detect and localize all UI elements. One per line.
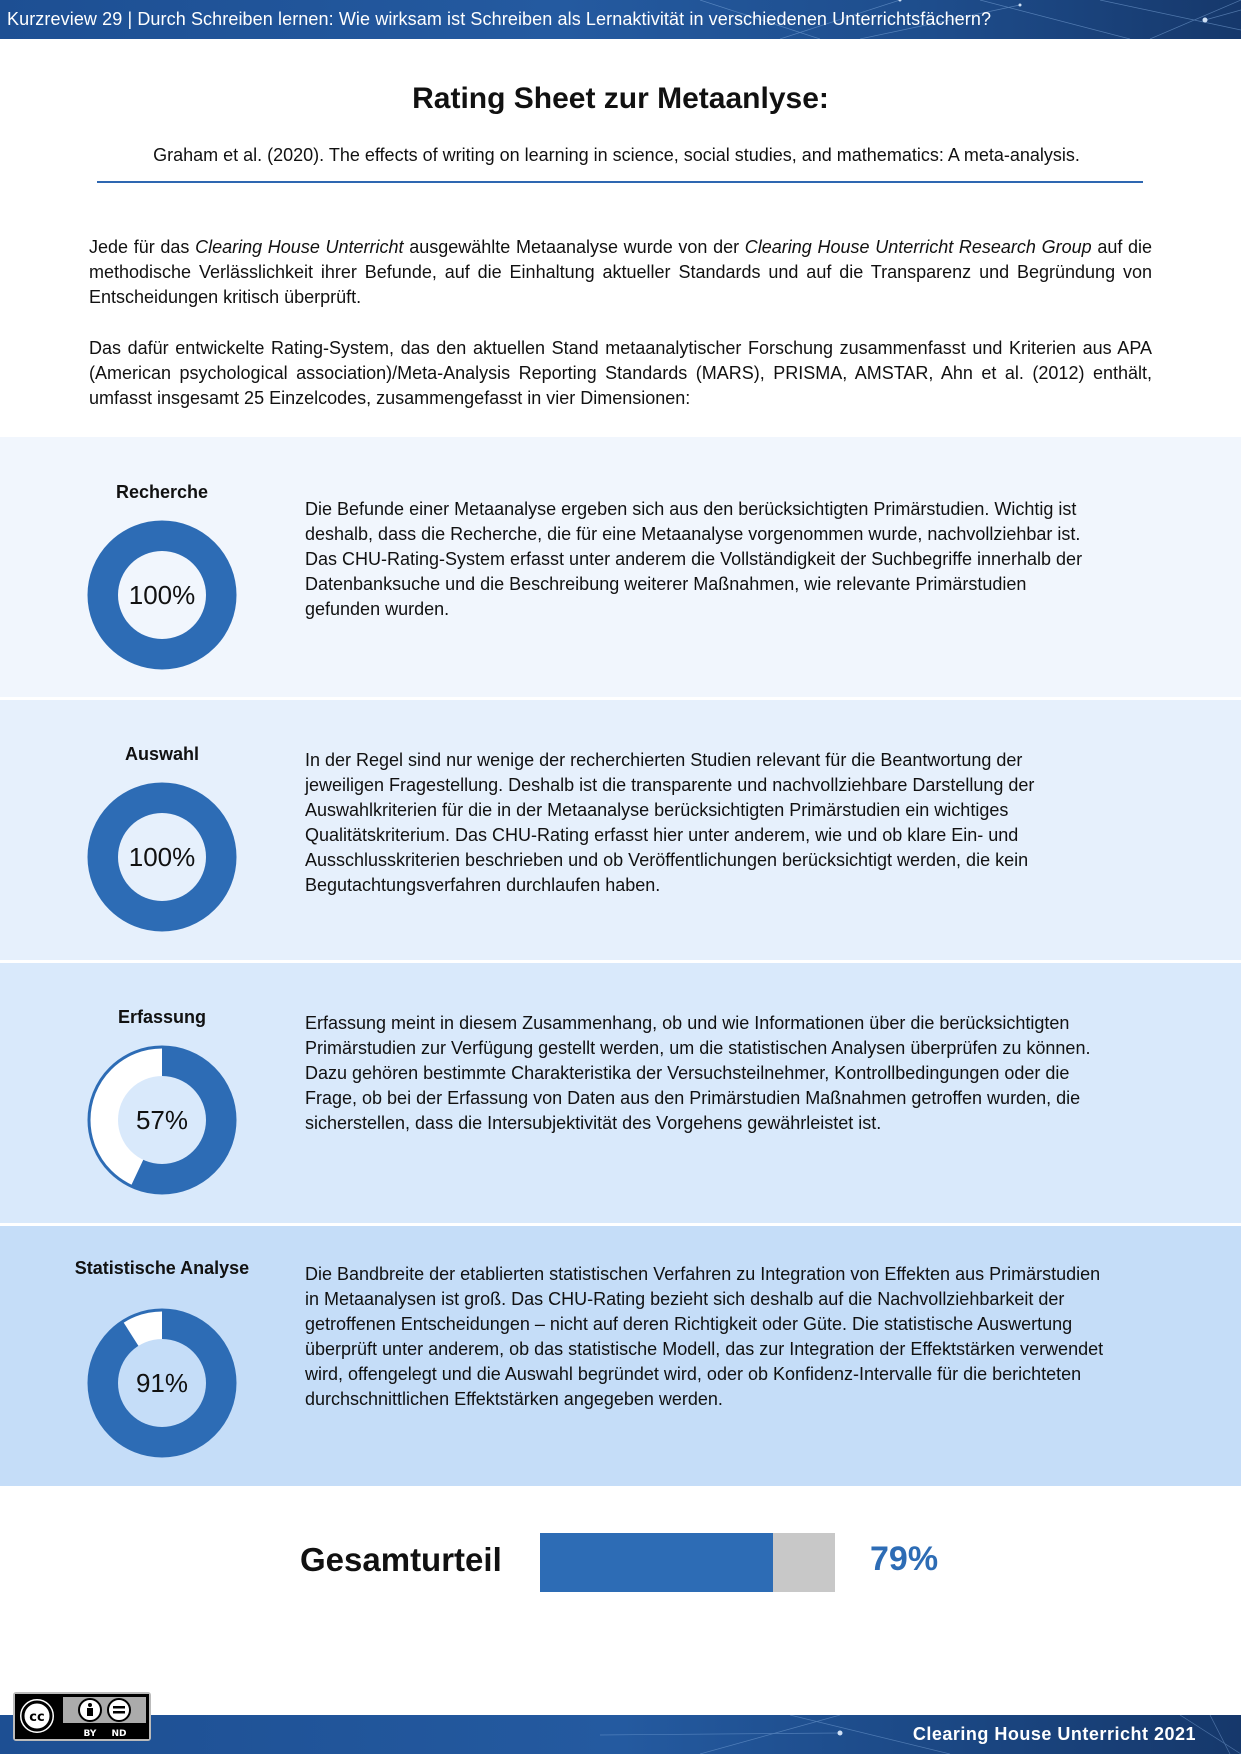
dimension-band-recherche bbox=[0, 437, 1241, 697]
donut-value-label: 91% bbox=[135, 1368, 189, 1398]
overall-label: Gesamturteil bbox=[300, 1541, 502, 1578]
dimension-label: Auswahl bbox=[124, 744, 199, 764]
dimension-label: Recherche bbox=[115, 482, 209, 502]
donut-chart-statistische-analyse bbox=[86, 1307, 238, 1459]
dimension-band-erfassung bbox=[0, 963, 1241, 1223]
overall-value: 79% bbox=[870, 1540, 939, 1578]
footer-bar bbox=[0, 1715, 1241, 1754]
donut-chart-recherche bbox=[86, 519, 238, 671]
page-title: Rating Sheet zur Metaanlyse: bbox=[412, 82, 829, 115]
cc-by-nd-license-icon bbox=[13, 1692, 151, 1741]
overall-progress-fill bbox=[540, 1533, 773, 1592]
dimension-description: Die Befunde einer Metaanalyse ergeben sich aus den berücksichtigten Primärstudien. Wichtig ist deshalb, dass die Recherche, die für eine Metaanalyse vorgenommen wurde, nachvollziehbar ist. Das CHU-Rating-System erfasst unter anderem die Vollständigkeit der Suchbegriffe innerhalb der Datenbanksuche und die Beschreibung weiterer Maßnahmen, wie relevante Primärstudien gefunden wurden. bbox=[305, 499, 1083, 619]
donut-chart-auswahl bbox=[86, 781, 238, 933]
dimension-description: Erfassung meint in diesem Zusammenhang, ob und wie Informationen über die berücksichtigten Primärstudien zur Verfügung gestellt werden, um die statistischen Analysen überprüfen zu können. Dazu gehören bestimmte Charakteristika der Versuchsteilnehmer, Kontrollbedingungen oder die Frage, ob bei der Erfassung von Daten aus den Primärstudien Maßnahmen getroffen wurden, die sicherstellen, dass die Intersubjektivität des Vorgehens gewährleistet ist. bbox=[305, 1013, 1091, 1133]
donut-value-label: 57% bbox=[135, 1105, 189, 1135]
intro-paragraph-1: Jede für das Clearing House Unterricht ausgewählte Metaanalyse wurde von der Clearing House Unterricht Research Group auf die methodische Verlässlichkeit ihrer Befunde, auf die Einhaltung aktueller Standards und auf die Transparenz und Begründung von Entscheidungen kritisch überprüft. bbox=[89, 237, 1153, 307]
svg-text:ND: ND bbox=[111, 1729, 127, 1739]
intro-paragraph-2: Das dafür entwickelte Rating-System, das den aktuellen Stand metaanalytischer Forschung zusammenfasst und Kriterien aus APA (American psychological association)/Meta-Analysis Reporting Standards (MARS), PRISMA, AMSTAR, Ahn et al. (2012) enthält, umfasst insgesamt 25 Einzelcodes, zusammengefasst in vier Dimensionen: bbox=[89, 338, 1152, 408]
header-title: Kurzreview 29 | Durch Schreiben lernen: Wie wirksam ist Schreiben als Lernaktivität in verschiedenen Unterrichtsfächern? bbox=[7, 9, 992, 29]
title-divider bbox=[97, 181, 1143, 183]
donut-value-label: 100% bbox=[128, 580, 196, 610]
donut-chart-erfassung bbox=[86, 1044, 238, 1196]
citation-text: Graham et al. (2020). The effects of writing on learning in science, social studies, and mathematics: A meta-analysis. bbox=[153, 145, 1080, 165]
donut-value-label: 100% bbox=[128, 842, 196, 872]
dimension-label: Statistische Analyse bbox=[74, 1258, 250, 1278]
dimension-band-auswahl bbox=[0, 700, 1241, 960]
dimension-label: Erfassung bbox=[117, 1007, 207, 1027]
footer-text: Clearing House Unterricht 2021 bbox=[912, 1724, 1196, 1744]
svg-text:cc: cc bbox=[29, 1710, 45, 1725]
svg-text:BY: BY bbox=[83, 1729, 97, 1739]
dimension-description: In der Regel sind nur wenige der recherchierten Studien relevant für die Beantwortung der jeweiligen Fragestellung. Deshalb ist die transparente und nachvollziehbare Darstellung der Auswahlkriterien für die in der Metaanalyse berücksichtigten Primärstudien ein wichtiges Qualitätskriterium. Das CHU-Rating erfasst hier unter anderem, wie und ob klare Ein- und Ausschlusskriterien beschrieben und ob Veröffentlichungen berücksichtigt werden, die kein Begutachtungsverfahren durchlaufen haben. bbox=[305, 750, 1035, 895]
dimension-band-statistische-analyse bbox=[0, 1226, 1241, 1486]
header-bar bbox=[0, 0, 1241, 39]
dimension-description: Die Bandbreite der etablierten statistischen Verfahren zu Integration von Effekten aus Primärstudien in Metaanalysen ist groß. Das CHU-Rating bezieht sich deshalb auf die Nachvollziehbarkeit der getroffenen Entscheidungen – nicht auf deren Richtigkeit oder Güte. Die statistische Auswertung überprüft unter anderem, ob das statistische Modell, das zur Integration der Effektstärken verwendet wird, offengelegt und die Auswahl begründet wird, oder ob Konfidenz-Intervalle für die berichteten durchschnittlichen Effektstärken angegeben werden. bbox=[305, 1264, 1104, 1409]
overall-progress-bar bbox=[540, 1533, 835, 1592]
